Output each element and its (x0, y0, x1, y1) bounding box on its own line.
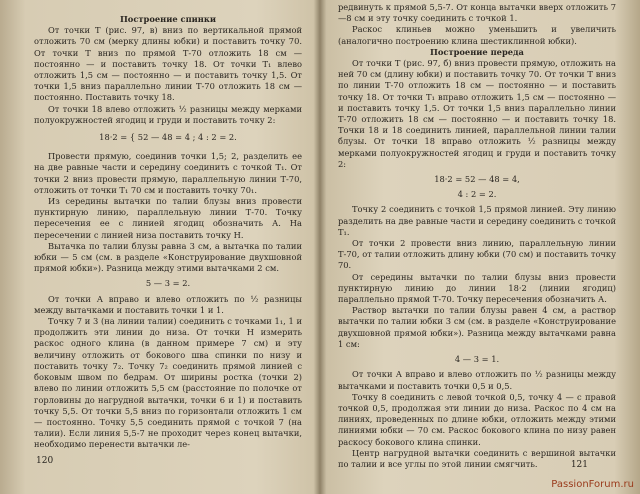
left-paragraph-5: Вытачка по талии блузы равна 3 см, а вытачка по талии юбки — 5 см (см. в разделе «Конструирование двухшовной прямой юбки»). Разница между этими вытачками 2 см. (34, 240, 302, 274)
left-page-number: 120 (36, 456, 54, 466)
right-formula-2: 4 — 3 = 1. (454, 354, 500, 365)
left-heading: Построение спинки (119, 14, 217, 24)
right-formula-1: 18·2 = 52 — 48 = 4, (434, 174, 520, 185)
left-formula-2: 5 — 3 = 2. (145, 278, 191, 289)
right-paragraph-5: От точки 2 провести вниз линию, параллельную линии Т-70, от талии отложить длину юбки (70 см) и поставить точку 70. (338, 238, 616, 271)
right-paragraph-8: От точки А вправо и влево отложить по ½ разницы между вытачками и поставить точки 0,5 и 0,5. (338, 369, 616, 391)
right-paragraph-10: Центр нагрудной вытачки соединить с вершиной вытачки по талии и все углы по этой линии смягчить. (338, 447, 616, 469)
left-paragraph-1: От точки Т (рис. 97, в) вниз по вертикальной прямой отложить 70 см (мерку длины юбки) и поставить точку 70. От точки Т вниз по прямой Т-70 отложить 18 см — постоянно — и поставить точку 18. От точки Т₁ влево отложить 1,5 см — постоянно — и поставить точку 1,5. От точки 1,5 вниз параллельно линии Т-70 отложить 18 см — постоянно. Поставить точку 18. (34, 25, 302, 103)
watermark: PassionForum.ru (551, 479, 634, 490)
right-paragraph-9: Точку 8 соединить с левой точкой 0,5, точку 4 — с правой точкой 0,5, продолжая эти линии до низа. Раскос по 4 см на линиях, проведенных по длине юбки, отложить между этими линиями юбки — 70 см. Раскос бокового клина по низу равен раскосу бокового клина спинки. (338, 391, 616, 447)
left-paragraph-3: Провести прямую, соединив точки 1,5; 2, разделить ее на две равные части и середину соединить с точкой Т₁. От точки 2 вниз провести прямую, параллельную линии Т-70, отложить от точки Т₁ 70 см и поставить точку 70₁. (34, 151, 302, 195)
left-paragraph-2: От точки 18 влево отложить ½ разницы между мерками полуокружностей ягодиц и груди и поставить точку 2: (34, 103, 302, 125)
right-page-number: 121 (570, 460, 588, 470)
left-paragraph-4: Из середины вытачки по талии блузы вниз провести пунктирную линию, параллельную линии Т-70. Точку пересечения ее с линией ягодиц обозначить А. На пересечении с линией низа поставить точку Н. (34, 196, 302, 240)
right-paragraph-4: Точку 2 соединить с точкой 1,5 прямой линией. Эту линию разделить на две равные части и середину соединить с точкой Т₁. (338, 204, 616, 237)
left-paragraph-7: Точку 7 и 3 (на линии талии) соединить с точками 1₁, 1 и продолжить эти линии до низа. От точки Н измерить раскос одного клина (в данном примере 7 см) и эту величину отложить от бокового шва спинки по низу и поставить точку 7₂. Точку 7₂ соединить прямой линией с боковым швом по бедрам. От ширины ростка (точки 2) влево по линии отложить 5,5 см (расстояние по полочке от горловины до нагрудной вытачки, точки 6 и 1) и поставить точку 5,5. От точки 5,5 вниз по горизонтали отложить 1 см — постоянно. Точку 5,5 соединить прямой с точкой 7 (на талии). Если линия 5,5-7 не проходит через конец вытачки, необходимо перенести вытачки ле- (34, 316, 302, 450)
right-paragraph-7: Раствор вытачки по талии блузы равен 4 см, а раствор вытачки по талии юбки 3 см (см. в разделе «Конструирование двухшовной прямой юбки»). Разница между вытачками равна 1 см: (338, 305, 616, 349)
left-formula-1: 18·2 = { 52 — 48 = 4 ; 4 : 2 = 2. (99, 132, 237, 143)
left-paragraph-6: От точки А вправо и влево отложить по ½ разницы между вытачками и поставить точки 1 и 1. (34, 293, 302, 315)
right-formula-1b: 4 : 2 = 2. (457, 189, 497, 200)
right-paragraph-6: От середины вытачки по талии блузы вниз провести пунктирную линию до линии 18·2 (линии ягодиц) параллельно прямой Т-70. Точку пересечения обозначить А. (338, 271, 616, 305)
right-page (320, 0, 640, 494)
right-paragraph-3: От точки Т (рис. 97, б) вниз провести прямую, отложить на ней 70 см (длину юбки) и поставить точку 70. От точки Т вниз по линии Т-70 отложить 18 см — постоянно — и поставить точку 18. От точки Т₁ вправо отложить 1,5 см — постоянно — и поставить точку 1,5. От точки 1,5 вниз параллельно линии Т-70 отложить 18 см — постоянно — и поставить точку 18. Точки 18 и 18 соединить линией, параллельной линии талии блузы. От точки 18 вправо отложить ½ разницы между мерками полуокружностей ягодиц и груди и поставить точку 2: (338, 58, 616, 169)
right-paragraph-1: редвинуть к прямой 5,5-7. От конца вытачки вверх отложить 7—8 см и эту точку соединить с точкой 1. (338, 2, 616, 24)
right-heading: Построение переда (430, 46, 524, 57)
right-paragraph-2: Раскос клиньев можно уменьшить и увеличить (аналогично построению клина шестиклинной юбки). (338, 24, 616, 46)
